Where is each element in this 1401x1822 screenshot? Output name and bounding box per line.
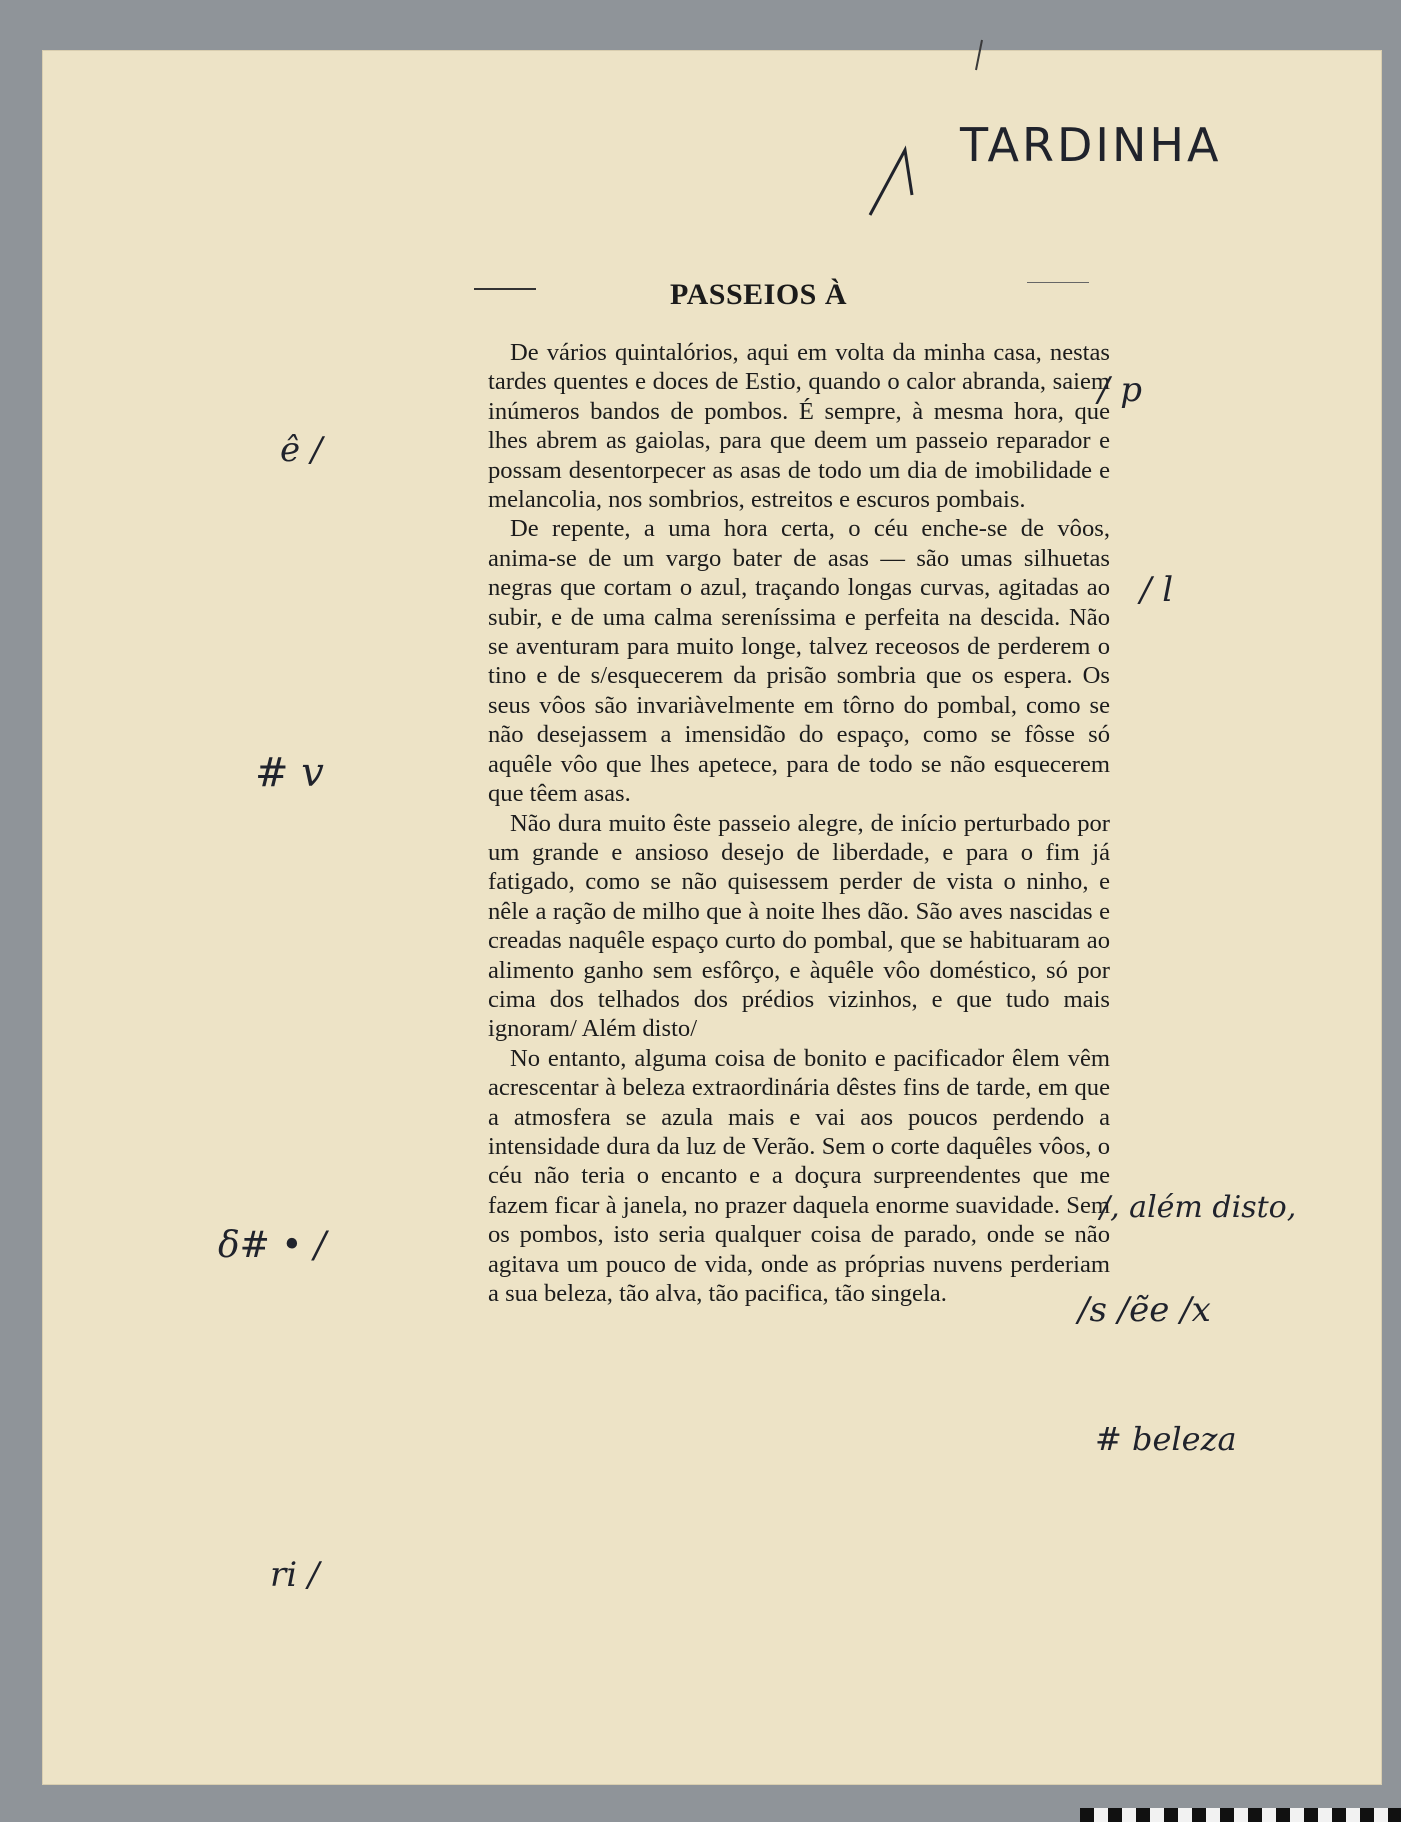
paragraph-4: No entanto, alguma coisa de bonito e pacificador êlem vêm acrescentar à beleza extraordinária dêstes fins de tarde, em que a atmosfera se azula mais e vai aos poucos perdendo a intensidade dura da luz de Verão. Sem o corte daquêles vôos, o céu não teria o encanto e a doçura surpreendentes que me fazem ficar à janela, no prazer daquela enorme suavidade. Sem os pombos, isto seria qualquer coisa de parado, onde se não agitava um pouco de vida, onde as próprias nuvens perderiam a sua beleza, tão alva, tão pacifica, tão singela.	[488, 1044, 1110, 1307]
paragraph-2: De repente, a uma hora certa, o céu enche-se de vôos, anima-se de um vargo bater de asas — são umas silhuetas negras que cortam o azul, traçando longas curvas, agitadas ao subir, e de uma calma sereníssima e perfeita na descida. Não se aventuram para muito longe, talvez receosos de perderem o tino e de s/esquecerem da prisão sombria que os espera. Os seus vôos são invariàvelmente em tôrno do pombal, como se não desejassem a imensidão do espaço, como se fôsse só aquêle vôo que lhes apetece, para de todo se não esquecerem que têem asas.	[488, 515, 1110, 808]
insertion-caret-mark	[870, 150, 912, 215]
margin-note-right-3: /, além disto,	[1100, 1190, 1297, 1225]
margin-note-left-1: ê /	[280, 430, 323, 470]
handwritten-title-insert: TARDINHA	[960, 118, 1222, 172]
margin-note-left-2: # v	[255, 750, 324, 796]
margin-note-right-1: / p	[1098, 370, 1143, 410]
margin-note-right-4: /s /ẽe /x	[1078, 1290, 1211, 1330]
paper-tear-mark	[976, 40, 982, 70]
margin-note-right-2: / l	[1140, 570, 1174, 610]
margin-note-right-5: # beleza	[1095, 1420, 1237, 1458]
paragraph-3: Não dura muito êste passeio alegre, de início perturbado por um grande e ansioso desejo de liberdade, e para o fim já fatigado, como se não quisessem perder de vista o ninho, e nêle a ração de milho que à noite lhes dão. São aves nascidas e creadas naquêle espaço curto do pombal, que se habituaram ao alimento ganho sem esfôrço, e àquêle vôo doméstico, só por cima dos telhados dos prédios vizinhos, e que tudo mais ignoram/ Além disto/	[488, 809, 1110, 1043]
scale-ruler	[1080, 1808, 1401, 1822]
paragraph-1: De vários quintalórios, aqui em volta da minha casa, nestas tardes quentes e doces de Estio, quando o calor abranda, saiem inúmeros bandos de pombos. É sempre, à mesma hora, que lhes abrem as gaiolas, para que deem um passeio reparador e possam desentorpecer as asas de todo um dia de imobilidade e melancolia, nos sombrios, estreitos e escuros pombais.	[488, 339, 1110, 514]
page-title: PASSEIOS À	[670, 278, 848, 311]
margin-note-left-3: δ# • /	[218, 1225, 327, 1266]
margin-note-left-4: ri /	[270, 1555, 320, 1595]
